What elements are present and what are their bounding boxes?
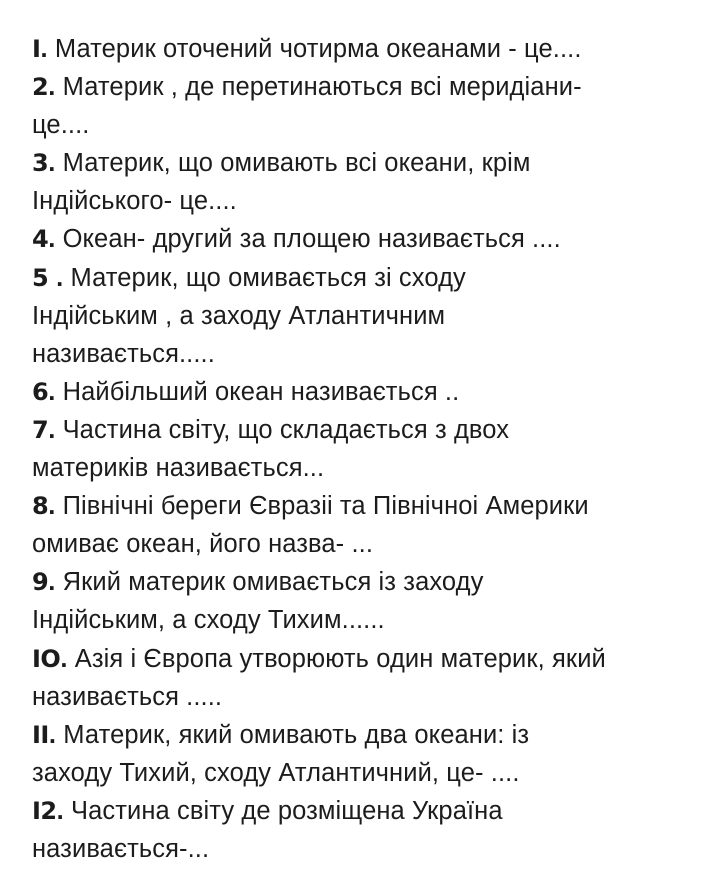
question-line	[32, 30, 712, 68]
question-continuation: Індійського- це....	[32, 187, 237, 216]
question-continuation: називається .....	[32, 682, 223, 711]
number-dot: .	[48, 720, 57, 749]
question-text: Океан- другий за площею називається ....	[62, 225, 561, 254]
question-text: Найбільший океан називається ..	[62, 377, 460, 406]
number-dot: .	[60, 644, 68, 673]
question-number: IO	[32, 644, 61, 673]
question-item	[32, 640, 712, 716]
question-text: Північні береги Євразіі та Північноі Америки	[62, 492, 589, 521]
number-dot: .	[48, 149, 56, 178]
question-continuation: материків називається...	[32, 454, 325, 483]
question-line	[32, 792, 712, 830]
question-number: I	[32, 35, 41, 63]
question-text: Який материк омивається із заходу	[62, 568, 484, 597]
number-dot: .	[48, 415, 56, 444]
number-dot: .	[48, 568, 56, 597]
question-item	[32, 373, 712, 411]
question-continuation: заходу Тихий, сходу Атлантичний, це- ....	[32, 758, 520, 787]
question-line	[32, 144, 712, 182]
question-number: 9	[32, 568, 49, 597]
question-number: 8	[32, 492, 49, 521]
question-item	[32, 792, 712, 868]
question-continuation: називається.....	[32, 339, 215, 368]
number-dot: .	[56, 263, 64, 292]
question-line	[32, 220, 712, 258]
question-item	[32, 30, 712, 68]
question-number: 2	[32, 73, 49, 102]
question-number: 6	[32, 377, 49, 406]
question-number: 4	[32, 225, 49, 254]
number-dot: .	[40, 35, 48, 63]
question-text: Материк оточений чотирма океанами - це....	[54, 35, 582, 63]
question-item	[32, 68, 712, 144]
number-dot: .	[48, 73, 56, 102]
question-line	[32, 640, 712, 678]
question-line	[32, 373, 712, 411]
question-text: Материк, що омивають всі океани, крім	[62, 149, 531, 178]
question-continuation: омиває океан, його назва- ...	[32, 530, 374, 559]
question-text: Азія і Європа утворюють один материк, який	[74, 644, 606, 673]
question-text: Материк, що омивається зі сходу	[70, 263, 466, 292]
question-text: Материк , де перетинаються всі меридіани-	[62, 73, 582, 102]
question-line	[32, 716, 712, 754]
question-continuation: це....	[32, 111, 90, 140]
number-dot: .	[48, 225, 56, 254]
question-number: 7	[32, 415, 49, 444]
question-number: I2	[32, 796, 57, 825]
question-line	[32, 68, 712, 106]
question-item	[32, 144, 712, 220]
question-item	[32, 220, 712, 258]
number-dot: .	[48, 377, 56, 406]
question-line	[32, 487, 712, 525]
question-text: Частина світу, що складається з двох	[62, 415, 510, 444]
question-item	[32, 259, 712, 373]
question-item	[32, 411, 712, 487]
question-continuation: Індійським, а сходу Тихим......	[32, 606, 385, 635]
question-number: II	[32, 720, 49, 749]
question-number: 3	[32, 149, 49, 178]
question-number: 5	[32, 263, 57, 292]
question-continuation: називається-...	[32, 834, 210, 863]
question-continuation: Індійським , а заходу Атлантичним	[32, 301, 446, 330]
question-item	[32, 563, 712, 639]
number-dot: .	[56, 796, 64, 825]
number-dot: .	[48, 492, 56, 521]
question-line	[32, 411, 712, 449]
question-line	[32, 563, 712, 601]
question-text: Материк, який омивають два океани: із	[63, 720, 530, 749]
question-item	[32, 716, 712, 792]
question-text: Частина світу де розміщена Україна	[71, 796, 503, 825]
question-item	[32, 487, 712, 563]
question-list	[32, 30, 712, 868]
question-line	[32, 259, 712, 297]
